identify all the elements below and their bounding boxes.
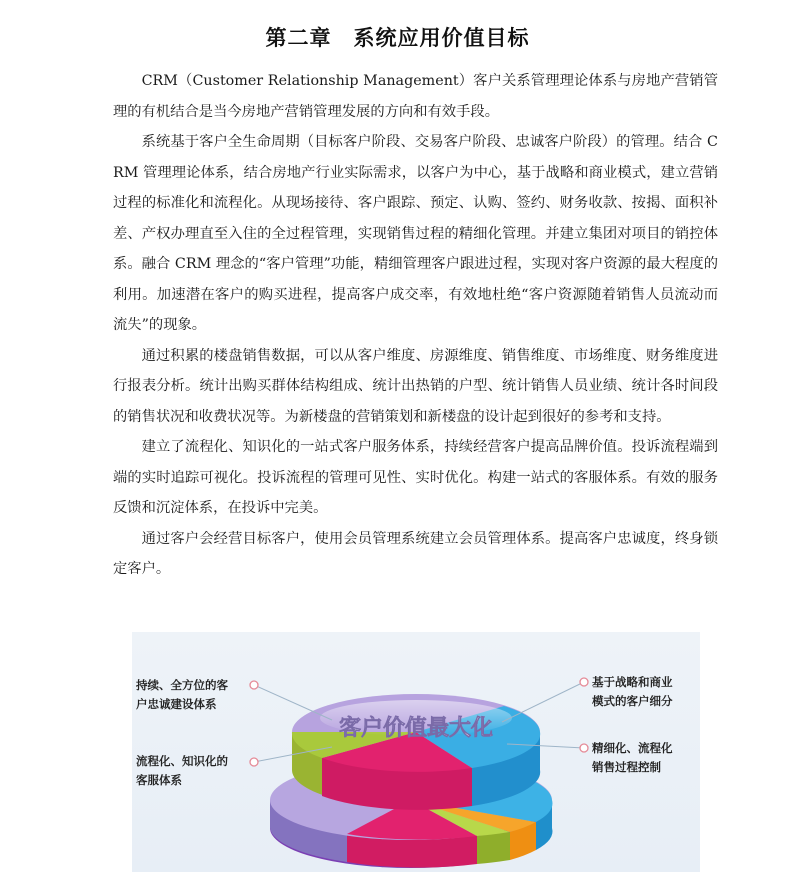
body-text — [113, 66, 718, 585]
paragraph-service: 建立了流程化、知识化的一站式客户服务体系，持续经营客户提高品牌价值。投诉流程端到端的实时追踪可视化。投诉流程的管理可见性、实时优化。构建一站式的客服体系。有效的服务反馈和沉淀体系，在投诉中完美。 — [113, 439, 718, 516]
callout-line: 持续、全方位的客 — [136, 678, 228, 692]
dot-bottom-left — [250, 758, 258, 766]
callout-line: 流程化、知识化的 — [136, 754, 228, 768]
paragraph-lifecycle: 系统基于客户全生命周期（目标客户阶段、交易客户阶段、忠诚客户阶段）的管理。结合 CRM 管理理论体系，结合房地产行业实际需求，以客户为中心，基于战略和商业模式，建立营销过程的标准化和流程化。从现场接待、客户跟踪、预定、认购、签约、财务收款、按揭、面积补差、产权办理直至入住的全过程管理，实现销售过程的精细化管理。并建立集团对项目的销控体系。融合 CRM 理念的“客户管理”功能，精细管理客户跟进过程，实现对客户资源的最大程度的利用。加速潜在客户的购买进程，提高客户成交率，有效地杜绝“客户资源随着销售人员流动而流失”的现象。 — [113, 134, 718, 333]
paragraph-crm-intro: CRM（Customer Relationship Management）客户关系管理理论体系与房地产营销管理的有机结合是当今房地产营销管理发展的方向和有效手段。 — [113, 73, 718, 120]
paragraph-membership: 通过客户会经营目标客户，使用会员管理系统建立会员管理体系。提高客户忠诚度，终身锁定客户。 — [113, 530, 718, 577]
center-label: 客户价值最大化 — [338, 716, 494, 741]
connector-top-left — [254, 685, 332, 720]
callout-line: 户忠诚建设体系 — [136, 697, 217, 711]
lower-side-lime — [477, 832, 510, 864]
callout-line: 模式的客户细分 — [592, 694, 673, 708]
dot-bottom-right — [580, 744, 588, 752]
callout-loyalty-system — [136, 676, 248, 714]
paragraph-reporting: 通过积累的楼盘销售数据，可以从客户维度、房源维度、销售维度、市场维度、财务维度进行报表分析。统计出购买群体结构组成、统计出热销的户型、统计销售人员业绩、统计各时间段的销售状况和收费状况等。为新楼盘的营销策划和新楼盘的设计起到很好的参考和支持。 — [113, 347, 718, 425]
callout-customer-segmentation — [592, 673, 698, 711]
callout-line: 客服体系 — [136, 773, 182, 787]
dot-top-left — [250, 681, 258, 689]
connector-top-right — [502, 682, 584, 722]
dot-top-right — [580, 678, 588, 686]
callout-sales-control — [592, 739, 698, 777]
callout-line: 基于战略和商业 — [592, 675, 673, 689]
customer-value-figure — [132, 632, 700, 872]
upper-disk — [292, 694, 540, 810]
callout-line: 销售过程控制 — [592, 760, 661, 774]
callout-service-system — [136, 752, 248, 790]
callout-line: 精细化、流程化 — [592, 741, 673, 755]
chapter-title: 第二章 系统应用价值目标 — [265, 26, 530, 50]
